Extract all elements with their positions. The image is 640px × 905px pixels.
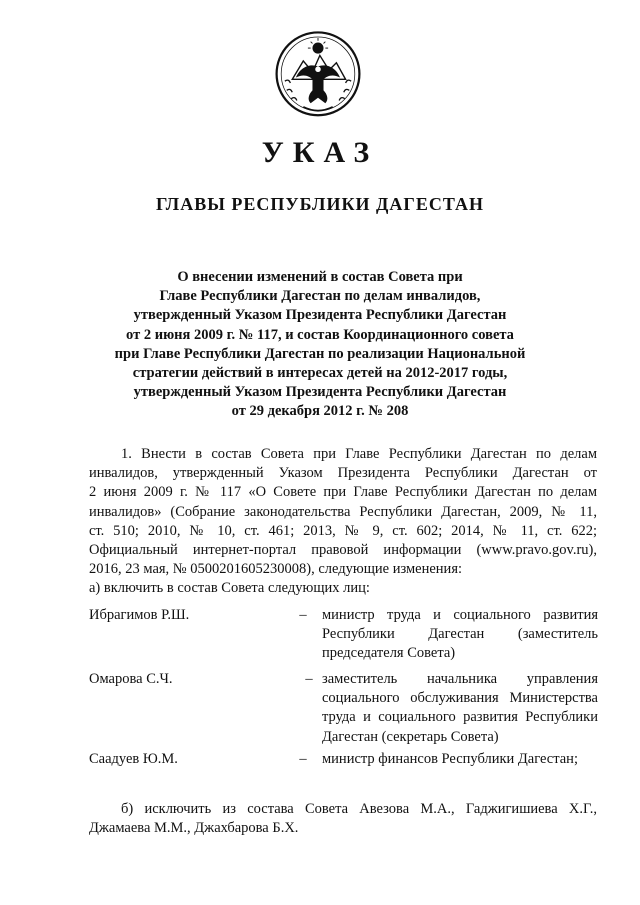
paragraph-line: Официальный интернет-портал правовой информации (www.pravo.gov.ru), <box>89 542 597 559</box>
member-name: Ибрагимов Р.Ш. <box>89 607 190 623</box>
role-line: труда и социального развития Республики <box>322 709 598 726</box>
role-line: Дагестан (секретарь Совета) <box>322 728 499 745</box>
decree-subtitle: ГЛАВЫ РЕСПУБЛИКИ ДАГЕСТАН <box>156 194 484 214</box>
paragraph-line: инвалидов» (Собрание законодательства Республики Дагестан, 2009, № 11, <box>89 503 597 520</box>
paragraph-line: Джамаева М.М., Джахбарова Б.Х. <box>89 820 299 837</box>
member-role <box>322 750 598 769</box>
member-name: Омарова С.Ч. <box>89 671 173 687</box>
document-heading <box>100 268 540 422</box>
role-line: председателя Совета) <box>322 645 456 662</box>
decree-title: УКАЗ <box>261 136 379 169</box>
paragraph-1 <box>89 445 597 599</box>
member-dash: – <box>305 671 313 687</box>
paragraph-line: 2 июня 2009 г. № 117 «О Совете при Главе Республики Дагестан по делам <box>89 484 597 501</box>
heading-line: при Главе Республики Дагестан по реализации Национальной <box>114 345 526 362</box>
heading-line: стратегии действий в интересах детей на 2012-2017 годы, <box>132 365 508 382</box>
role-line: Республики Дагестан (заместитель <box>322 626 598 643</box>
role-line: министр труда и социального развития <box>322 607 598 623</box>
heading-line: О внесении изменений в состав Совета при <box>177 269 463 285</box>
member-role <box>322 606 598 664</box>
heading-line: Главе Республики Дагестан по делам инвалидов, <box>159 288 481 305</box>
member-dash: – <box>299 607 307 623</box>
heading-line: от 29 декабря 2012 г. № 208 <box>231 403 409 420</box>
paragraph-line: а) включить в состав Совета следующих лиц: <box>89 580 370 597</box>
paragraph-line: б) исключить из состава Совета Авезова М.А., Гаджигишиева Х.Г., <box>121 801 597 817</box>
paragraph-line: 2016, 23 мая, № 0500201605230008), следующие изменения: <box>89 561 463 578</box>
heading-line: утвержденный Указом Президента Республики Дагестан <box>133 384 507 401</box>
role-line: заместитель начальника управления <box>322 671 598 687</box>
coat-of-arms-icon <box>272 26 364 118</box>
paragraph-2 <box>89 800 597 838</box>
role-line: социального обслуживания Министерства <box>322 690 598 707</box>
paragraph-line: 1. Внести в состав Совета при Главе Республики Дагестан по делам <box>121 446 597 462</box>
paragraph-line: инвалидов, утвержденный Указом Президента Республики Дагестан от <box>89 465 597 482</box>
heading-line: утвержденный Указом Президента Республики Дагестан <box>133 307 507 324</box>
heading-line: от 2 июня 2009 г. № 117, и состав Координационного совета <box>126 326 514 343</box>
role-line: министр финансов Республики Дагестан; <box>322 751 578 767</box>
member-dash: – <box>299 751 307 767</box>
member-name: Саадуев Ю.М. <box>89 751 178 767</box>
member-role <box>322 670 598 747</box>
paragraph-line: ст. 510; 2010, № 10, ст. 461; 2013, № 9, ст. 602; 2014, № 11, ст. 622; <box>89 522 597 539</box>
